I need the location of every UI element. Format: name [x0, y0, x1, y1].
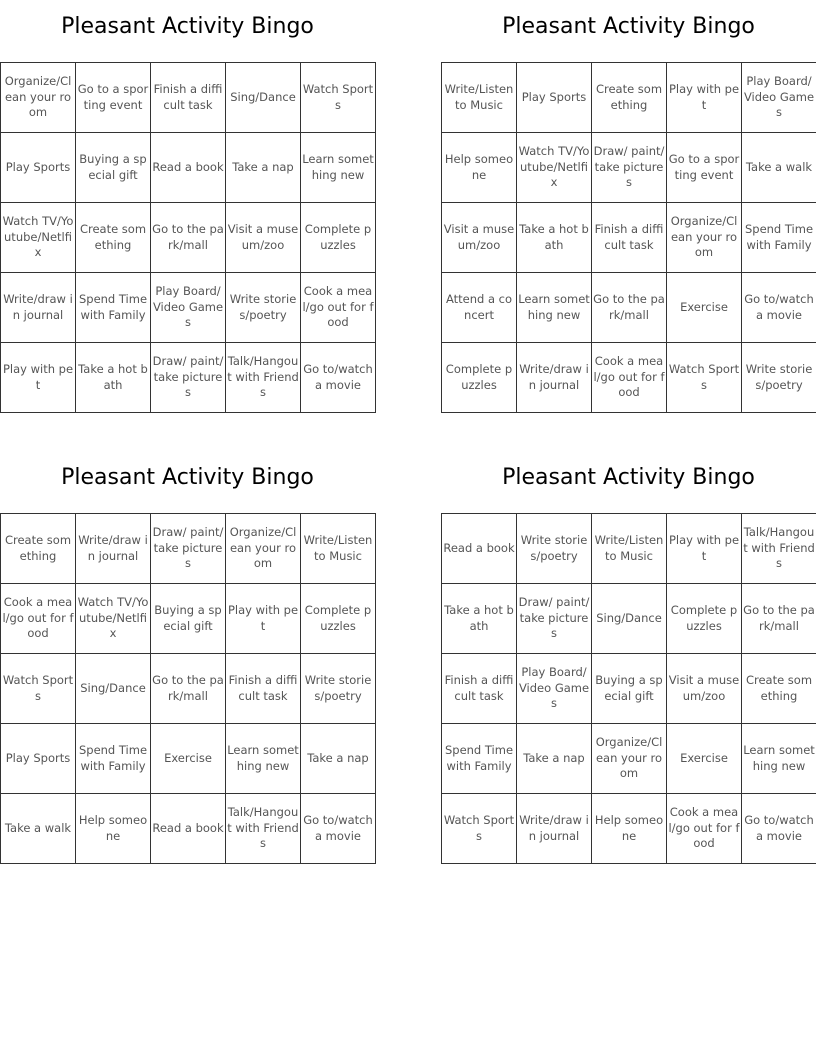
bingo-cell — [742, 514, 816, 584]
bingo-cell — [667, 514, 742, 584]
bingo-cell — [1, 63, 76, 133]
bingo-row — [1, 584, 376, 654]
bingo-cell — [1, 584, 76, 654]
bingo-cell-label: Organize/Clean your room — [595, 735, 663, 781]
bingo-cell-label: Go to/watch a movie — [744, 813, 814, 843]
bingo-row — [442, 63, 816, 133]
bingo-cell — [592, 654, 667, 724]
bingo-cell — [151, 273, 226, 343]
bingo-cell — [301, 654, 376, 724]
bingo-cell — [442, 654, 517, 724]
bingo-cell-label: Go to/watch a movie — [303, 813, 373, 843]
bingo-cell-label: Complete puzzles — [670, 603, 738, 633]
bingo-cell-label: Play Sports — [5, 159, 71, 174]
bingo-cell-label: Visit a museum/zoo — [668, 673, 740, 703]
bingo-cell — [442, 203, 517, 273]
bingo-cell-label: Go to the park/mall — [152, 222, 224, 252]
bingo-row — [442, 203, 816, 273]
bingo-cell — [667, 584, 742, 654]
bingo-cell — [226, 133, 301, 203]
bingo-cell — [76, 343, 151, 413]
bingo-cell-label: Take a nap — [307, 750, 369, 765]
bingo-cell — [517, 133, 592, 203]
bingo-cell-label: Help someone — [594, 813, 664, 843]
bingo-cell — [742, 203, 816, 273]
card-title: Pleasant Activity Bingo — [61, 465, 314, 490]
bingo-cell-label: Write/Listen to Music — [444, 82, 514, 112]
bingo-cell — [592, 514, 667, 584]
bingo-cell-label: Sing/Dance — [230, 89, 296, 104]
bingo-cell — [151, 514, 226, 584]
bingo-row — [442, 343, 816, 413]
bingo-cell-label: Create something — [79, 222, 147, 252]
bingo-cell — [301, 273, 376, 343]
bingo-cell-label: Organize/Clean your room — [670, 214, 738, 260]
bingo-cell — [1, 724, 76, 794]
bingo-cell-label: Cook a meal/go out for food — [302, 284, 374, 330]
bingo-cell — [76, 273, 151, 343]
bingo-cell-label: Take a walk — [4, 820, 72, 835]
bingo-cell — [592, 794, 667, 864]
bingo-cell — [151, 584, 226, 654]
bingo-cell-label: Write/draw in journal — [519, 362, 589, 392]
bingo-row — [1, 343, 376, 413]
bingo-cell-label: Attend a concert — [445, 292, 513, 322]
card-title: Pleasant Activity Bingo — [502, 14, 755, 39]
bingo-cell-label: Take a nap — [232, 159, 294, 174]
bingo-cell-label: Spend Time with Family — [78, 743, 148, 773]
bingo-cell — [301, 584, 376, 654]
bingo-cell-label: Complete puzzles — [304, 222, 372, 252]
bingo-cell — [1, 654, 76, 724]
bingo-cell — [226, 203, 301, 273]
bingo-cell-label: Watch Sports — [668, 362, 740, 392]
bingo-cell-label: Play Sports — [5, 750, 71, 765]
bingo-cell — [226, 273, 301, 343]
bingo-cell-label: Buying a special gift — [595, 673, 663, 703]
bingo-cell-label: Draw/ paint/ take pictures — [152, 354, 224, 400]
bingo-row — [1, 133, 376, 203]
bingo-cell-label: Exercise — [680, 750, 728, 765]
bingo-cell — [667, 343, 742, 413]
bingo-cell — [1, 514, 76, 584]
bingo-cell — [301, 63, 376, 133]
bingo-cell-label: Learn something new — [743, 743, 815, 773]
bingo-cell — [301, 794, 376, 864]
bingo-cell-label: Go to/watch a movie — [744, 292, 814, 322]
bingo-cell — [517, 63, 592, 133]
bingo-cell-label: Take a hot bath — [78, 362, 148, 392]
bingo-row — [1, 203, 376, 273]
bingo-cell-label: Write/draw in journal — [519, 813, 589, 843]
bingo-cell-label: Read a book — [443, 540, 515, 555]
bingo-cell — [442, 794, 517, 864]
bingo-cell — [592, 133, 667, 203]
bingo-cell-label: Talk/Hangout with Friends — [227, 354, 299, 400]
bingo-grid — [441, 513, 816, 864]
bingo-cell-label: Create something — [595, 82, 663, 112]
bingo-cell — [301, 203, 376, 273]
bingo-cell — [442, 63, 517, 133]
bingo-cell — [76, 63, 151, 133]
bingo-cell-label: Watch Sports — [302, 82, 374, 112]
bingo-cell-label: Spend Time with Family — [78, 292, 148, 322]
bingo-cell — [226, 654, 301, 724]
bingo-cell-label: Buying a special gift — [79, 152, 147, 182]
bingo-cell-label: Learn something new — [227, 743, 299, 773]
bingo-cell — [667, 654, 742, 724]
bingo-cell — [592, 724, 667, 794]
bingo-cell — [1, 794, 76, 864]
bingo-cell-label: Finish a difficult task — [444, 673, 514, 703]
bingo-cell — [667, 203, 742, 273]
bingo-cell — [592, 203, 667, 273]
bingo-cell-label: Play with pet — [2, 362, 74, 392]
bingo-cell — [226, 584, 301, 654]
bingo-cell — [667, 724, 742, 794]
bingo-cell-label: Draw/ paint/ take pictures — [518, 595, 590, 641]
bingo-cell — [517, 203, 592, 273]
bingo-cell-label: Sing/Dance — [80, 680, 146, 695]
bingo-cell — [517, 514, 592, 584]
bingo-cell — [1, 203, 76, 273]
bingo-row — [442, 794, 816, 864]
bingo-cell-label: Take a nap — [523, 750, 585, 765]
bingo-cell — [76, 514, 151, 584]
bingo-cell — [442, 343, 517, 413]
bingo-cell-label: Cook a meal/go out for food — [2, 595, 74, 641]
bingo-cell-label: Organize/Clean your room — [4, 74, 72, 120]
bingo-cell-label: Play Board/Video Games — [518, 665, 590, 711]
bingo-cell — [742, 343, 816, 413]
bingo-row — [442, 584, 816, 654]
bingo-cell-label: Go to a sporting event — [668, 152, 740, 182]
bingo-cell — [76, 203, 151, 273]
bingo-cell-label: Write stories/poetry — [520, 533, 588, 563]
bingo-cell — [151, 654, 226, 724]
bingo-cell-label: Watch TV/Youtube/Netlfix — [518, 144, 590, 190]
bingo-cell — [226, 794, 301, 864]
bingo-cell — [1, 273, 76, 343]
bingo-cell-label: Spend Time with Family — [744, 222, 814, 252]
bingo-cell — [517, 794, 592, 864]
bingo-cell — [742, 724, 816, 794]
bingo-cell — [592, 584, 667, 654]
bingo-cell-label: Finish a difficult task — [228, 673, 298, 703]
bingo-grid — [441, 62, 816, 413]
bingo-cell — [301, 343, 376, 413]
bingo-cell — [442, 584, 517, 654]
bingo-cell — [442, 724, 517, 794]
bingo-cell-label: Write stories/poetry — [229, 292, 297, 322]
bingo-cell — [517, 584, 592, 654]
bingo-row — [1, 724, 376, 794]
bingo-row — [1, 794, 376, 864]
bingo-cell — [517, 724, 592, 794]
card-title: Pleasant Activity Bingo — [502, 465, 755, 490]
bingo-cell — [76, 794, 151, 864]
bingo-cell-label: Go to the park/mall — [743, 603, 815, 633]
bingo-cell — [226, 724, 301, 794]
bingo-cell-label: Go to the park/mall — [593, 292, 665, 322]
bingo-cell — [742, 584, 816, 654]
bingo-cell — [151, 133, 226, 203]
bingo-cell-label: Read a book — [152, 820, 224, 835]
bingo-cell-label: Visit a museum/zoo — [227, 222, 299, 252]
card-title: Pleasant Activity Bingo — [61, 14, 314, 39]
bingo-cell-label: Write/Listen to Music — [594, 533, 664, 563]
bingo-cell — [151, 203, 226, 273]
bingo-row — [442, 654, 816, 724]
bingo-row — [442, 514, 816, 584]
bingo-cell-label: Finish a difficult task — [153, 82, 223, 112]
bingo-cell-label: Learn something new — [302, 152, 374, 182]
bingo-cell-label: Spend Time with Family — [444, 743, 514, 773]
bingo-cell — [742, 654, 816, 724]
bingo-cell-label: Take a hot bath — [519, 222, 589, 252]
bingo-cell-label: Play Board/Video Games — [152, 284, 224, 330]
bingo-cell-label: Sing/Dance — [596, 610, 662, 625]
bingo-cell-label: Watch Sports — [443, 813, 515, 843]
bingo-cell — [667, 794, 742, 864]
bingo-cell — [76, 654, 151, 724]
bingo-cell — [667, 273, 742, 343]
bingo-cell-label: Visit a museum/zoo — [443, 222, 515, 252]
bingo-cell — [226, 343, 301, 413]
bingo-cell-label: Play Board/Video Games — [743, 74, 815, 120]
bingo-cell — [1, 133, 76, 203]
bingo-cell — [592, 63, 667, 133]
bingo-cell — [517, 654, 592, 724]
bingo-cell-label: Play Sports — [521, 89, 587, 104]
bingo-cell — [76, 133, 151, 203]
bingo-cell-label: Read a book — [152, 159, 224, 174]
bingo-cell-label: Cook a meal/go out for food — [593, 354, 665, 400]
bingo-cell — [301, 514, 376, 584]
bingo-cell — [442, 273, 517, 343]
bingo-cell-label: Write stories/poetry — [304, 673, 372, 703]
bingo-cell — [517, 343, 592, 413]
bingo-cell-label: Watch TV/Youtube/Netlfix — [77, 595, 149, 641]
bingo-cell — [151, 724, 226, 794]
bingo-cell-label: Draw/ paint/ take pictures — [593, 144, 665, 190]
bingo-cell-label: Cook a meal/go out for food — [668, 805, 740, 851]
bingo-cell-label: Write/Listen to Music — [303, 533, 373, 563]
bingo-row — [442, 724, 816, 794]
bingo-cell — [442, 133, 517, 203]
bingo-cell — [1, 343, 76, 413]
bingo-cell-label: Watch Sports — [2, 673, 74, 703]
bingo-cell — [226, 63, 301, 133]
bingo-cell-label: Buying a special gift — [154, 603, 222, 633]
bingo-cell-label: Write stories/poetry — [745, 362, 813, 392]
bingo-cell-label: Go to a sporting event — [77, 82, 149, 112]
bingo-cell-label: Complete puzzles — [445, 362, 513, 392]
bingo-cell-label: Write/draw in journal — [3, 292, 73, 322]
bingo-row — [1, 654, 376, 724]
bingo-cell — [301, 724, 376, 794]
bingo-cell — [517, 273, 592, 343]
bingo-cell-label: Finish a difficult task — [594, 222, 664, 252]
bingo-cell-label: Help someone — [78, 813, 148, 843]
bingo-row — [1, 63, 376, 133]
bingo-cell-label: Talk/Hangout with Friends — [227, 805, 299, 851]
bingo-cell — [151, 343, 226, 413]
bingo-cell — [151, 794, 226, 864]
bingo-row — [1, 273, 376, 343]
bingo-cell-label: Learn something new — [518, 292, 590, 322]
bingo-cell — [667, 63, 742, 133]
bingo-cell-label: Write/draw in journal — [78, 533, 148, 563]
bingo-cell-label: Create something — [745, 673, 813, 703]
bingo-cell-label: Organize/Clean your room — [229, 525, 297, 571]
bingo-cell — [301, 133, 376, 203]
bingo-cell — [442, 514, 517, 584]
bingo-grid — [0, 513, 376, 864]
bingo-cell-label: Go to/watch a movie — [303, 362, 373, 392]
bingo-grid — [0, 62, 376, 413]
bingo-row — [442, 273, 816, 343]
bingo-cell-label: Take a hot bath — [444, 603, 514, 633]
bingo-cell — [151, 63, 226, 133]
bingo-cell — [76, 724, 151, 794]
bingo-cell — [742, 273, 816, 343]
bingo-cell-label: Watch TV/Youtube/Netlfix — [2, 214, 74, 260]
bingo-cell-label: Play with pet — [668, 82, 740, 112]
bingo-cell — [667, 133, 742, 203]
bingo-cell — [742, 63, 816, 133]
bingo-cell — [742, 794, 816, 864]
bingo-cell-label: Play with pet — [668, 533, 740, 563]
bingo-cell-label: Create something — [4, 533, 72, 563]
bingo-cell — [592, 273, 667, 343]
bingo-row — [442, 133, 816, 203]
bingo-cell — [592, 343, 667, 413]
bingo-cell-label: Play with pet — [227, 603, 299, 633]
bingo-cell-label: Complete puzzles — [304, 603, 372, 633]
bingo-cell — [226, 514, 301, 584]
bingo-row — [1, 514, 376, 584]
bingo-cell-label: Talk/Hangout with Friends — [743, 525, 815, 571]
bingo-cell — [742, 133, 816, 203]
bingo-cell-label: Take a walk — [745, 159, 813, 174]
bingo-cell-label: Draw/ paint/ take pictures — [152, 525, 224, 571]
bingo-cell-label: Exercise — [164, 750, 212, 765]
bingo-cell-label: Help someone — [444, 152, 514, 182]
bingo-cell-label: Exercise — [680, 299, 728, 314]
bingo-cell — [76, 584, 151, 654]
bingo-cell-label: Go to the park/mall — [152, 673, 224, 703]
